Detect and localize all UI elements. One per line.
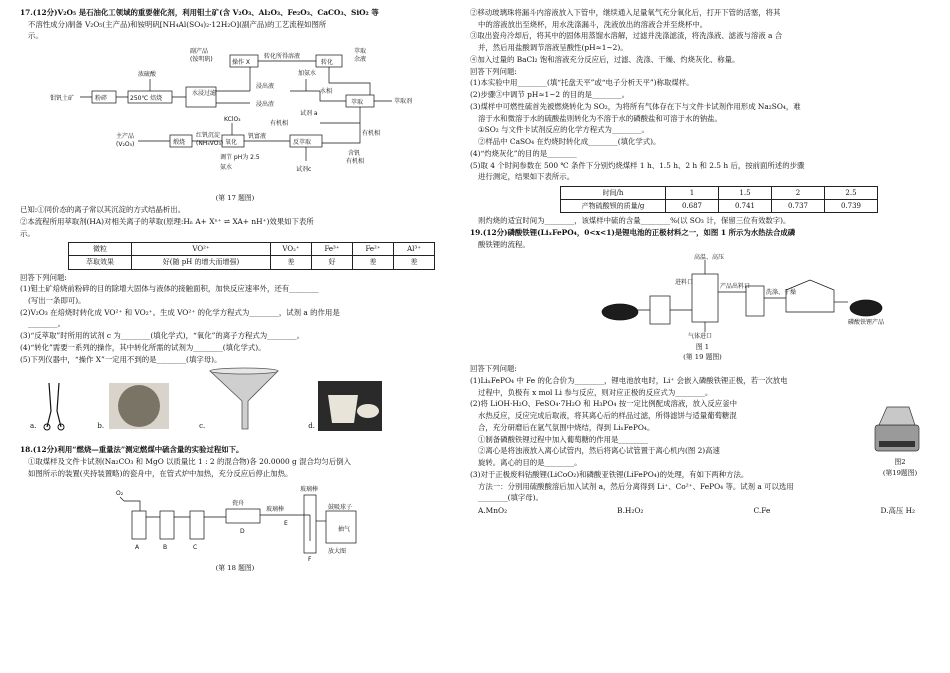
q17-intro: 17.(12分)V₂O₅ 是石油化工领域的重要催化剂，利用钼土矿(含 V₂O₃、Al₂O₃、Fe₂O₃、CaCO₃、SiO₂ 等 [20, 8, 379, 17]
q18-r3c: ①SO₂ 与文件卡试剂反应的化学方程式为________。 [478, 125, 649, 135]
option-a-label: a. [30, 422, 37, 431]
q18-c3: ③取出瓷舟冷却后，将其中的固体用蒸馏水溶解，过滤并洗涤滤渣，将洗涤液、滤液与溶液 a 合 [470, 31, 783, 41]
table-cell: 差 [394, 256, 435, 269]
q19-s2e: ②离心是将浊液放入离心试管内，然后将离心试管置于离心机内(图 2)高速 [478, 446, 720, 456]
o2-inlet [120, 497, 140, 511]
flow-vorg-1: 含钒 [348, 150, 361, 158]
q17-intro-2: 不溶性成分)制备 V₂O₅(主产品)和铵明矾[NH₄Al(SO₄)₂·12H₂O](副产品)的工艺流程如图所 [28, 19, 327, 29]
flow-reagent-c: 试剂c [296, 166, 312, 174]
q18-answer-head: 回答下列问题: [470, 66, 517, 76]
fig18-enlarge: 放大图 [328, 547, 347, 555]
flow-roast: 250℃ 焙烧 [130, 95, 163, 103]
table-cell: 产物硫酸钡的质量/g [561, 200, 666, 213]
flow-leach: 水浸过滤 [192, 90, 217, 98]
q19-answer-head: 回答下列问题: [470, 364, 517, 374]
q19-s2d: ①制备磷酸铁锂过程中加入葡萄糖的作用是________ [478, 434, 648, 444]
raw-material-pile [602, 304, 638, 320]
table-cell: VO₂⁺ [271, 243, 312, 256]
bottle-c [190, 511, 204, 539]
q17-s1a: (1)钼土矿焙烧前粉碎的目的除增大固体与液体的接触面积，加快反应速率外，还有________ [20, 284, 319, 294]
q17-known-2: ②本流程所用萃取剂(HA)对相关离子的萃取(原理:Hₙ A+ Xⁿ⁺ ⇌ XA+ nH⁺)效果如下表所 [20, 216, 314, 226]
q17-option-images [30, 367, 450, 431]
mixing-tank [650, 296, 670, 324]
table-cell: 微粒 [69, 243, 132, 256]
bottle-a [132, 511, 146, 539]
q18-r5: (5)取 4 个时间参数在 500 ℃ 条件下分别灼烧煤样 1 h、1.5 h、2 h 和 2.5 h 后，按前面所述的步骤 [470, 160, 805, 170]
q19-choices [470, 506, 935, 517]
fig18-label-a: A [135, 543, 140, 551]
fig19-product: 磷酸铁锂产品 [848, 318, 885, 326]
q18-c2: ②移动玻璃珠将漏斗内溶液放入下管中，继续通入足量氧气充分氧化后，打开下管的活塞，将其 [470, 8, 781, 17]
q19-s1b: 过程中，负极有 x mol Li 参与反应，则对应正极的反应式为________。 [478, 387, 713, 397]
flow-calcine: 煅烧 [173, 139, 186, 147]
q18-p1a: ①取煤样及文件卡试剂(Na₂CO₃ 和 MgO 以质量比 1 : 2 的混合物)各 20.0000 g 混合均匀后倒入 [28, 457, 351, 467]
fig19-top: 高温、高压 [694, 253, 725, 261]
q18-r2: (2)步骤③中调节 pH≈1~2 的目的是________。 [470, 90, 629, 100]
fig18-boat: 瓷舟 [232, 499, 245, 507]
fig19-2-cap-b: (第19题图) [882, 469, 918, 478]
flow-kclo3: KClO₃ [224, 116, 241, 124]
q19-s2: (2)将 LiOH·H₂O、FeSO₄·7H₂O 和 H₃PO₄ 按一定比例配成溶液，放入反应釜中 [470, 399, 737, 409]
fig18-tube: 玻璃棒 [266, 505, 285, 513]
crucible-icon [318, 381, 382, 431]
q17-answer-head: 回答下列问题: [20, 272, 67, 282]
choice-b: B.H₂O₂ [617, 506, 644, 515]
q17-s5: (5)下列仪器中，“操作 X”一定用不到的是________(填字母)。 [20, 354, 222, 364]
table-cell: 好 [312, 256, 353, 269]
q17-flowchart [20, 43, 450, 193]
funnel-icon [208, 367, 280, 431]
flow-extractant: 萃取剂 [394, 98, 413, 106]
q18-intro: 18.(12分)利用“燃烧—重量法”测定燃煤中硫含量的实验过程如下。 [20, 445, 244, 455]
q17-table [68, 242, 435, 269]
choice-c: C.Fe [753, 506, 771, 515]
flow-vorg-2: 有机相 [346, 158, 365, 166]
flow-raffinate-1: 萃取 [354, 48, 367, 56]
furnace-d [226, 509, 260, 523]
q17-s4: (4)“转化”需要一系列的操作，其中转化所需的试剂为________(填化学式)。 [20, 342, 266, 352]
fig19-inlet: 进料口 [675, 278, 694, 286]
q17-known-1: 已知:①同价态的离子常以其沉淀的方式结晶析出。 [20, 205, 186, 215]
q19-intro-2: 酸铁锂的流程。 [478, 239, 530, 249]
fig19-cap-2: (第 19 题图) [683, 353, 722, 362]
fig19-2-cap-a: 图2 [894, 458, 906, 467]
table-cell: 差 [353, 256, 394, 269]
option-b-label: b. [97, 422, 105, 431]
filter-paper-icon [107, 381, 171, 431]
flow-oxidize: 氧化 [225, 139, 238, 147]
table-cell: 2.5 [825, 187, 878, 200]
flow-add-ammonia: 加氨水 [298, 70, 317, 78]
q18-r3b: 溶于水和微溶于水的硫酸盐则转化为不溶于水的磷酸盐和可溶于水的钠盐。 [478, 113, 722, 123]
flow-ph: 调节 pH为 2.5 [220, 154, 260, 162]
product-pile [850, 300, 882, 316]
q18-r5b: 进行测定，结果如下表所示。 [478, 172, 575, 182]
q19-s2b: 水热反应，反应完成后取液，将其离心后的样品过滤，所得滤饼与适量葡萄糖混 [478, 411, 737, 421]
table-cell: 0.741 [719, 200, 772, 213]
q18-c4: ④加入过量的 BaCl₂ 饱和溶液充分反应后，过滤、洗涤、干燥、灼烧灰化、称量。 [470, 54, 740, 64]
flow-acid: 浓硫酸 [138, 71, 157, 79]
q18-r4: (4)“灼烧灰化”的目的是________ [470, 148, 577, 158]
right-column [470, 8, 935, 668]
table-row [561, 200, 878, 213]
fig19-wash: 洗涤、干燥 [766, 288, 797, 296]
q19-s2c: 合，充分研磨后在氩气氛围中烧结，得到 LiₓFePO₄。 [478, 422, 655, 432]
flow-vanadyl: 钒富液 [248, 133, 267, 141]
q19-intro: 19.(12分)磷酸铁锂(LiₓFePO₄，0<x<1)是锂电池的正极材料之一，如图 1 所示为水热法合成磷 [470, 228, 796, 238]
table-cell: 1 [666, 187, 719, 200]
q19-s3c: ________(填字母)。 [478, 493, 543, 503]
option-d [308, 381, 382, 431]
option-c [199, 367, 280, 431]
q18-apparatus [20, 481, 450, 563]
flow-byproduct-2: (铵明矾) [190, 56, 213, 64]
centrifuge-icon [869, 401, 925, 457]
q18-table [560, 186, 878, 213]
flow-byproduct-1: 副产品 [190, 48, 209, 56]
flow-organic-2: 有机相 [362, 130, 381, 138]
flow-ore: 钼钒土矿 [50, 95, 75, 103]
table-cell: 时间/h [561, 187, 666, 200]
flow-opx: 操作 X [232, 59, 251, 67]
q17-known-3: 示。 [20, 228, 35, 238]
flow-filtrate: 浸出液 [256, 83, 275, 91]
fig18-o2: O₂ [116, 489, 124, 497]
tongs-icon [39, 381, 69, 431]
autoclave [692, 274, 718, 322]
flow-waterphase: 水相 [320, 88, 333, 96]
flow-extract: 萃取 [351, 99, 364, 107]
flow-precip-2: (NH₄VO₃) [196, 140, 224, 148]
flow-main-1: 主产品 [116, 133, 135, 141]
option-c-label: c. [199, 422, 206, 431]
flow-reagent-a: 试剂 a [300, 110, 318, 118]
choice-a: A.MnO₂ [478, 506, 508, 515]
table-row [561, 187, 878, 200]
flow-transform-liquid: 转化所得溶液 [264, 53, 301, 61]
table-cell: 好(随 pH 的增大而增强) [132, 256, 271, 269]
q19-s3: (3)对于正极废料钴酸锂(LiCoO₂)和磷酸亚铁锂(LiFePO₄)的处理，有如下两种方法。 [470, 469, 749, 479]
fig18-pump: 抽气 [338, 525, 351, 533]
q17-s1b: (写出一条即可)。 [28, 296, 86, 305]
table-cell: Fe³⁺ [312, 243, 353, 256]
q18-caption: (第 18 题图) [215, 563, 255, 572]
q17-s3: (3)“反萃取”时所用的试剂 c 为________(填化学式)，“氧化”的离子方程式为________。 [20, 331, 305, 341]
table-cell: 0.739 [825, 200, 878, 213]
option-a [30, 381, 69, 431]
choice-d: D.高压 H₂ [880, 506, 915, 515]
table-cell: 0.687 [666, 200, 719, 213]
table-row [69, 256, 435, 269]
flow-backextract: 反萃取 [293, 139, 312, 147]
flow-transform: 转化 [321, 59, 334, 67]
q19-s1: (1)LiₓFePO₄ 中 Fe 的化合价为________，锂电池放电时，Li⁺ 会嵌入磷酸铁锂正极，若一次放电 [470, 375, 788, 385]
table-cell: 萃取效果 [69, 256, 132, 269]
flow-precip-1: 红钒沉淀 [196, 132, 221, 140]
q17-s2b: ________。 [28, 319, 65, 329]
left-column [20, 8, 450, 668]
flow-raffinate-2: 余液 [354, 56, 367, 64]
table-cell: 0.737 [772, 200, 825, 213]
fig18-label-f: F [308, 555, 312, 563]
q19-figure-1 [470, 252, 935, 342]
table-cell: Fe²⁺ [353, 243, 394, 256]
table-cell: Al³⁺ [394, 243, 435, 256]
flow-ammonia: 氨水 [220, 164, 233, 172]
flow-organic: 有机相 [270, 120, 289, 128]
q17-s2a: (2)V₂O₃ 在焙烧时转化成 VO²⁺ 和 VO₂⁺。生成 VO²⁺ 的化学方程式为________，试剂 a 的作用是 [20, 307, 340, 317]
fig18-quartz: 玻璃棒 [300, 485, 319, 493]
fig18-label-d: D [240, 527, 245, 535]
table-cell: 1.5 [719, 187, 772, 200]
fig18-label-e: E [284, 519, 288, 527]
q18-c2b: 中的溶液放出至烧杯，用水洗涤漏斗，洗液放出的溶液合并至烧杯中。 [478, 19, 708, 29]
table-row [69, 243, 435, 256]
dryer-kiln [786, 280, 834, 312]
table-cell: 2 [772, 187, 825, 200]
option-b [97, 381, 171, 431]
fig19-cap-1: 图 1 [695, 342, 710, 351]
fig18-label-b: B [163, 543, 168, 551]
option-d-label: d. [308, 422, 315, 431]
bottle-b [160, 511, 174, 539]
flow-main-2: (V₂O₅) [116, 141, 135, 149]
q19-s3b: 方法一：分别用硫酸酸溶后加入试剂 a，然后分离得到 Li⁺、Co²⁺、FePO₄ 等。试剂 a 可以选用 [478, 481, 794, 491]
fig19-figure-2 [869, 401, 931, 480]
q18-r1: (1)本实验中用________(填“托盘天平”或“电子分析天平”)称取煤样。 [470, 78, 694, 88]
q18-r5c: 则灼烧的适宜时间为________，该煤样中硫的含量________%(以 SO₃ 计，保留三位有效数字)。 [478, 216, 791, 226]
fig18-label-c: C [193, 543, 198, 551]
table-cell: 差 [271, 256, 312, 269]
fig19-gas: 气体进口 [688, 332, 713, 340]
flow-crush: 粉碎 [95, 95, 108, 103]
flow-residue: 浸出渣 [256, 101, 275, 109]
q18-r3d: ②样品中 CaSO₄ 在灼烧时转化成________(填化学式)。 [478, 137, 661, 147]
fig18-bead: 鼓吸球子 [328, 503, 353, 511]
q19-s2f: 旋转。离心的目的是________。 [478, 458, 582, 468]
q18-r3: (3)煤样中可燃性硫首先被燃烧转化为 SO₂，为将所有气体存在下与文件卡试剂作用形成 Na₂SO₄，难 [470, 101, 801, 111]
q18-c3b: 并，然后用盐酸调节溶液呈酸性(pH≈1~2)。 [478, 43, 628, 53]
centrifuge [746, 286, 764, 316]
q17-intro-3: 示。 [28, 31, 43, 41]
q18-p1b: 如图所示的装置(夹持装置略)的瓷舟中，在管式炉中加热，充分反应后停止加热。 [28, 468, 293, 478]
q17-caption: (第 17 题图) [215, 194, 255, 203]
table-cell: VO²⁺ [132, 243, 271, 256]
fig19-outlet: 产品出料口 [720, 282, 751, 290]
